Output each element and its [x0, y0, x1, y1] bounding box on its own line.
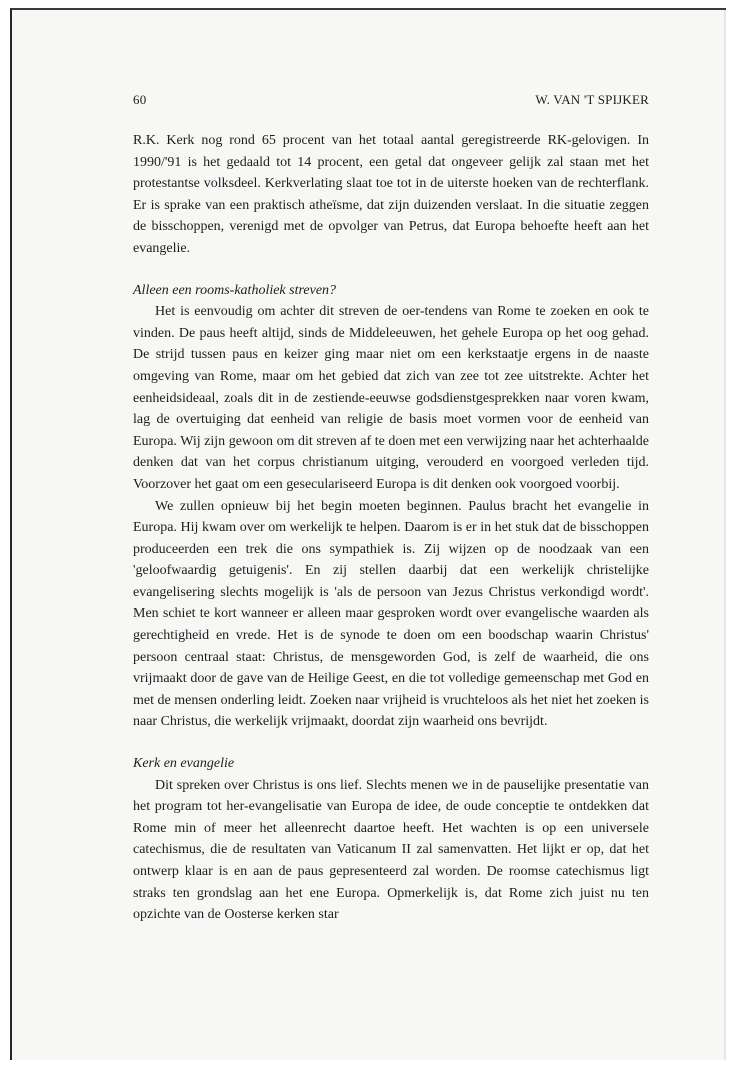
page-content [133, 92, 649, 926]
running-head [133, 92, 649, 108]
paragraph-3: We zullen opnieuw bij het begin moeten beginnen. Paulus bracht het evangelie in Europa. Hij kwam over om werkelijk te helpen. Daarom is er in het stuk dat de bisschoppen produceerden een trek die ons sympathiek is. Zij wijzen op de noodzaak van een 'geloofwaardig getuigenis'. En zij stellen daarbij dat een werkelijk christelijke evangelisering slechts mogelijk is 'als de persoon van Jezus Christus verkondigd wordt'. Men schiet te kort wanneer er alleen maar gesproken wordt over evangelische waarden als gerechtigheid en vrede. Het is de synode te doen om een boodschap waarin Christus' persoon centraal staat: Christus, de mensgeworden God, is zelf de waarheid, die ons vrijmaakt door de gave van de Heilige Geest, en die tot volledige gemeenschap met God en met de mensen onderling leidt. Zoeken naar vrijheid is vruchteloos als het niet het zoeken is naar Christus, die werkelijk vrijmaakt, doordat zijn waarheid ons bevrijdt. [133, 498, 649, 730]
scanned-page [10, 8, 726, 1060]
section-heading-1: Alleen een rooms-katholiek streven? [133, 282, 337, 298]
paragraph-4: Dit spreken over Christus is ons lief. Slechts menen we in de pauselijke presentatie van het program tot her-evangelisatie van Europa de idee, de oude conceptie te ontdekken dat Rome min of meer het alleenrecht daartoe heeft. Het wachten is op een universele catechismus, die de resultaten van Vaticanum II zal samenvatten. Het lijkt er op, dat het ontwerp klaar is en aan de paus gepresenteerd zal worden. De roomse catechismus ligt straks ten grondslag aan het ene Europa. Opmerkelijk is, dat Rome zich juist nu ten opzichte van de Oosterse kerken star [133, 777, 649, 923]
paragraph-1: R.K. Kerk nog rond 65 procent van het totaal aantal geregistreerde RK-gelovigen. In 1990/'91 is het gedaald tot 14 procent, een getal dat ongeveer gelijk zal staan met het protestantse volksdeel. Kerkverlating slaat toe tot in de uiterste hoeken van de rechterflank. Er is sprake van een praktisch atheïsme, dat zijn duizenden verslaat. In die situatie zeggen de bisschoppen, verenigd met de opvolger van Petrus, dat Europa behoefte heeft aan het evangelie. [133, 133, 649, 256]
running-head-author: W. VAN 'T SPIJKER [535, 92, 649, 107]
section-heading-2: Kerk en evangelie [133, 756, 235, 772]
body-text [133, 130, 649, 926]
paragraph-2: Het is eenvoudig om achter dit streven de oer-tendens van Rome te zoeken en ook te vinden. De paus heeft altijd, sinds de Middeleeuwen, het gehele Europa op het oog gehad. De strijd tussen paus en keizer ging maar niet om een kerkstaatje ergens in de naaste omgeving van Rome, maar om het gebied dat zich van zee tot zee uitstrekte. Achter het eenheidsideaal, zoals dit in de zestiende-eeuwse godsdienstgesprekken naar voren kwam, lag de overtuiging dat eenheid van religie de basis moet vormen voor de eenheid van Europa. Wij zijn gewoon om dit streven af te doen met een verwijzing naar het achterhaalde denken dat van het corpus christianum uitging, verouderd en voorgoed verleden tijd. Voorzover het gaat om een geseculariseerd Europa is dit denken ook voorgoed voorbij. [133, 304, 649, 492]
page-number: 60 [133, 92, 147, 107]
